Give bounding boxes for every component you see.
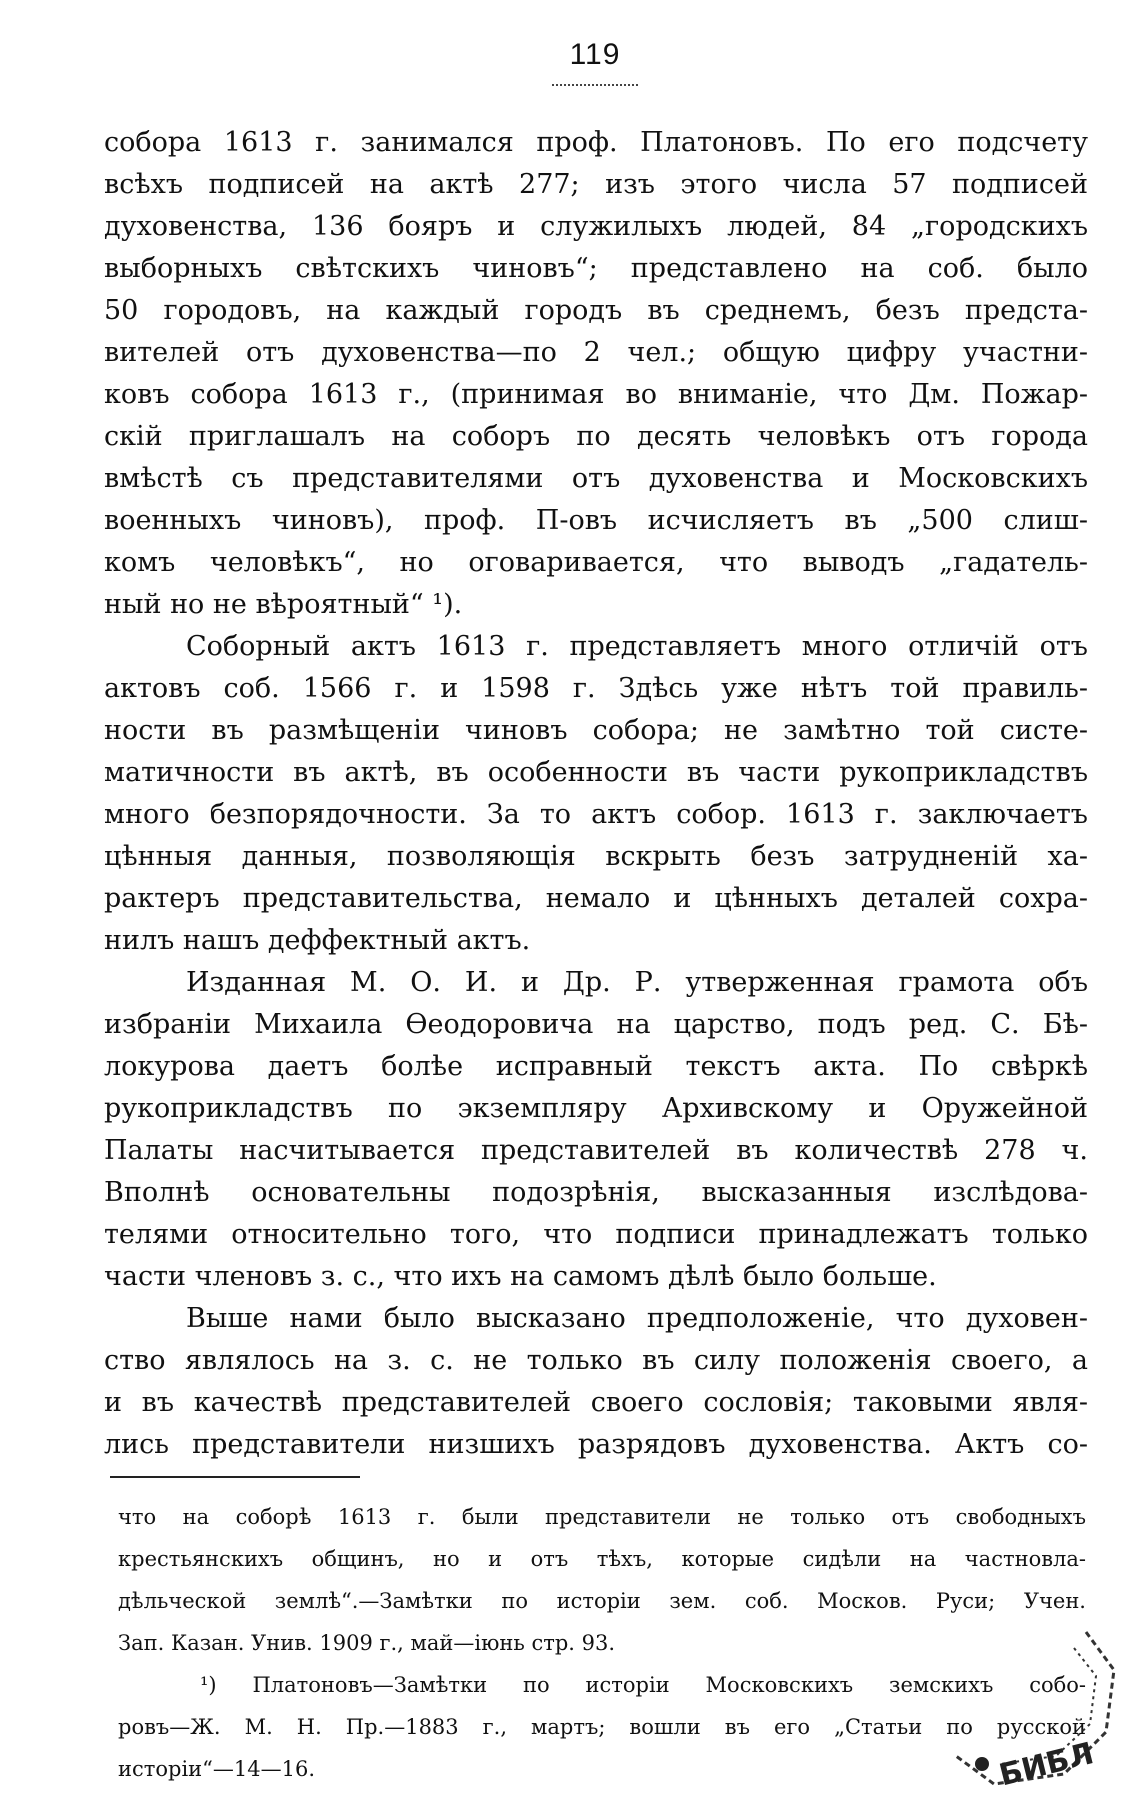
body-line: лись представители низшихъ разрядовъ духовенства. Актъ со-	[104, 1429, 1088, 1460]
body-line: много безпорядочности. За то актъ собор. 1613 г. заключаетъ	[104, 799, 1088, 830]
body-line: Изданная М. О. И. и Др. Р. утверженная грамота объ	[186, 967, 1088, 998]
body-line: ство являлось на з. с. не только въ силу положенія своего, а	[104, 1345, 1088, 1376]
body-line: актовъ соб. 1566 г. и 1598 г. Здѣсь уже нѣтъ той правиль-	[104, 673, 1088, 704]
footnote-line: дѣльческой землѣ“.—Замѣтки по исторіи зем. соб. Москов. Руси; Учен.	[118, 1589, 1086, 1613]
body-text	[104, 122, 1088, 1466]
body-line: матичности въ актѣ, въ особенности въ части рукоприкладствъ	[104, 757, 1088, 788]
footnote-line: крестьянскихъ общинъ, но и отъ тѣхъ, которые сидѣли на частновла-	[118, 1547, 1086, 1571]
body-line: цѣнныя данныя, позволяющія вскрыть безъ затрудненій ха-	[104, 841, 1088, 872]
body-line: комъ человѣкъ“, но оговаривается, что выводъ „гадатель-	[104, 547, 1088, 578]
body-line: вителей отъ духовенства—по 2 чел.; общую цифру участни-	[104, 337, 1088, 368]
body-line: 50 городовъ, на каждый городъ въ среднемъ, безъ предста-	[104, 295, 1088, 326]
body-line: Палаты насчитывается представителей въ количествѣ 278 ч.	[104, 1135, 1088, 1166]
body-line: ный но не вѣроятный“ ¹).	[104, 589, 463, 620]
body-line: рактеръ представительства, немало и цѣнныхъ деталей сохра-	[104, 883, 1088, 914]
footnote-line: что на соборѣ 1613 г. были представители не только отъ свободныхъ	[118, 1505, 1086, 1529]
body-line: ковъ собора 1613 г., (принимая во вниманіе, что Дм. Пожар-	[104, 379, 1088, 410]
body-line: и въ качествѣ представителей своего сословія; таковыми явля-	[104, 1387, 1088, 1418]
footnote-line: исторіи“—14—16.	[118, 1757, 316, 1781]
body-line: локурова даетъ болѣе исправный текстъ акта. По свѣркѣ	[104, 1051, 1088, 1082]
page-number: 119	[569, 38, 621, 71]
body-line: вмѣстѣ съ представителями отъ духовенства и Московскихъ	[104, 463, 1088, 494]
body-line: всѣхъ подписей на актѣ 277; изъ этого числа 57 подписей	[104, 169, 1088, 200]
body-line: телями относительно того, что подписи принадлежатъ только	[104, 1219, 1088, 1250]
footnote-line: ровъ—Ж. М. Н. Пр.—1883 г., мартъ; вошли въ его „Статьи по русской	[118, 1715, 1086, 1739]
body-line: избраніи Михаила Ѳеодоровича на царство, подъ ред. С. Бѣ-	[104, 1009, 1088, 1040]
body-line: скій приглашалъ на соборъ по десять человѣкъ отъ города	[104, 421, 1088, 452]
body-line: Вполнѣ основательны подозрѣнія, высказанныя изслѣдова-	[104, 1177, 1088, 1208]
body-line: выборныхъ свѣтскихъ чиновъ“; представлено на соб. было	[104, 253, 1088, 284]
body-line: Соборный актъ 1613 г. представляетъ много отличій отъ	[186, 631, 1088, 662]
stamp-text: БИБЛ	[995, 1736, 1098, 1794]
body-line: собора 1613 г. занимался проф. Платоновъ. По его подсчету	[104, 127, 1088, 158]
body-line: духовенства, 136 бояръ и служилыхъ людей, 84 „городскихъ	[104, 211, 1088, 242]
footnote-line: ¹) Платоновъ—Замѣтки по исторіи Московскихъ земскихъ собо-	[200, 1673, 1086, 1697]
body-line: нилъ нашъ деффектный актъ.	[104, 925, 531, 956]
body-line: рукоприкладствъ по экземпляру Архивскому и Оружейной	[104, 1093, 1088, 1124]
footnote-rule	[110, 1476, 360, 1478]
page-number-rule	[552, 84, 638, 86]
body-line: военныхъ чиновъ), проф. П-овъ исчисляетъ въ „500 слиш-	[104, 505, 1088, 536]
library-stamp	[936, 1614, 1126, 1794]
footnote-line: Зап. Казан. Унив. 1909 г., май—іюнь стр. 93.	[118, 1631, 616, 1655]
body-line: Выше нами было высказано предположеніе, что духовен-	[186, 1303, 1088, 1334]
body-line: ности въ размѣщеніи чиновъ собора; не замѣтно той систе-	[104, 715, 1088, 746]
body-line: части членовъ з. с., что ихъ на самомъ дѣлѣ было больше.	[104, 1261, 937, 1292]
